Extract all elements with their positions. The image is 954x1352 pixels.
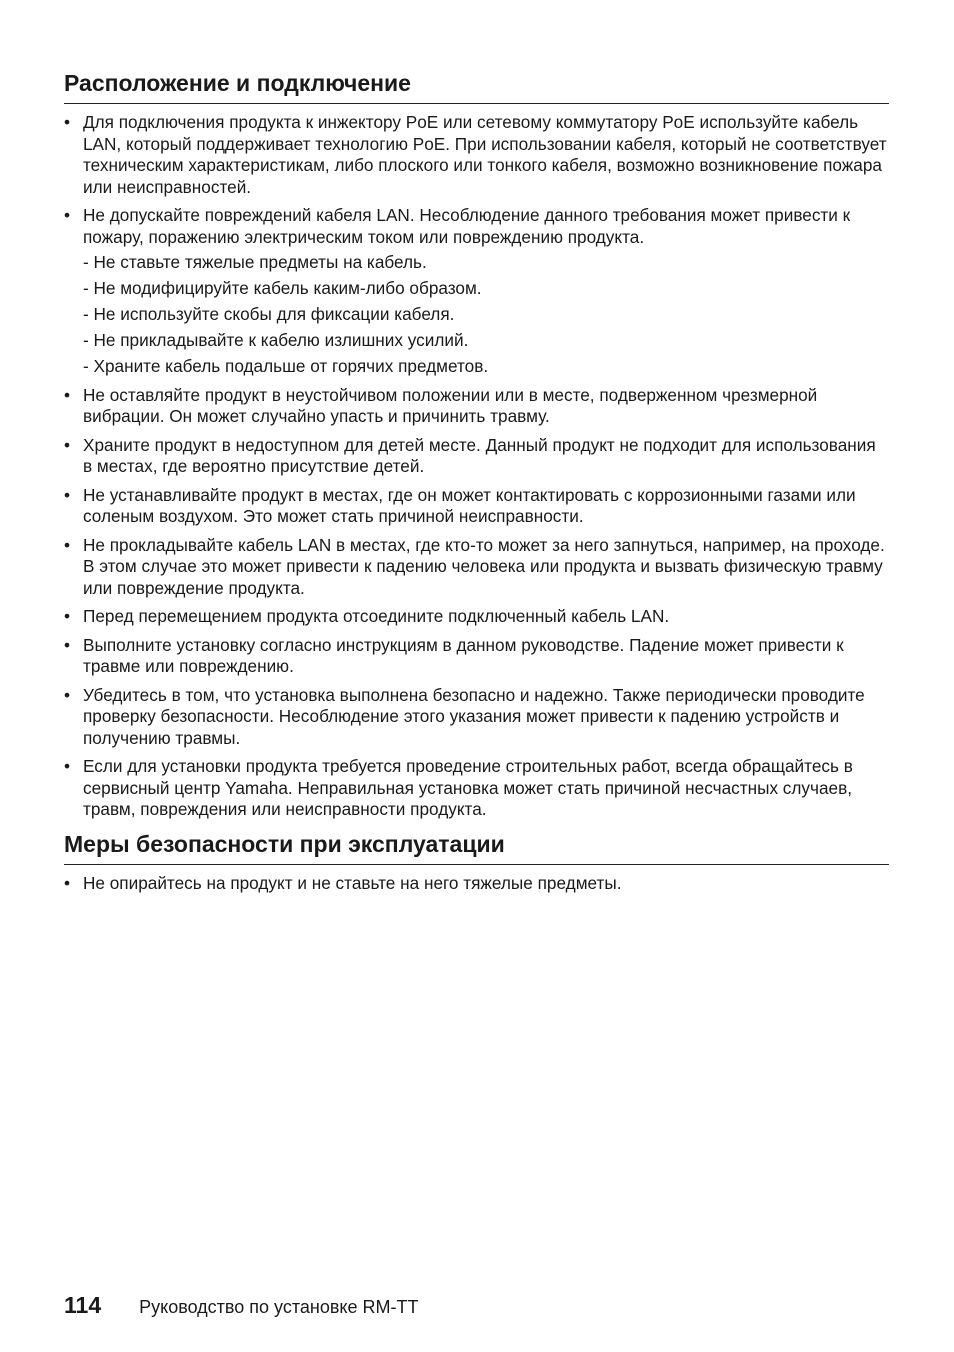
list-item bbox=[64, 485, 889, 528]
document-title: Руководство по установке RM-TT bbox=[139, 1297, 419, 1317]
bullet-icon: • bbox=[64, 434, 71, 455]
bullet-icon: • bbox=[64, 384, 71, 405]
page-content bbox=[64, 68, 889, 901]
section-title-operation-safety: Меры безопасности при эксплуатации bbox=[64, 829, 889, 865]
page-number: 114 bbox=[64, 1292, 102, 1318]
page-footer bbox=[64, 1292, 419, 1319]
list-item bbox=[64, 385, 889, 428]
list-item-text: Не устанавливайте продукт в местах, где он может контактировать с коррозионными газами или соленым воздухом. Это может стать причиной неисправности. bbox=[83, 484, 856, 526]
list-item bbox=[64, 112, 889, 198]
list-item bbox=[64, 685, 889, 750]
list-item-text: Если для установки продукта требуется проведение строительных работ, всегда обращайтесь в сервисный центр Yamaha. Неправильная установка может стать причиной несчастных случаев, травм, повреждения или неисправности продукта. bbox=[83, 756, 853, 819]
list-item-text: Убедитесь в том, что установка выполнена безопасно и надежно. Также периодически проводите проверку безопасности. Несоблюдение этого указания может привести к падению устройств и получению травмы. bbox=[83, 684, 865, 748]
list-item-text: Не допускайте повреждений кабеля LAN. Несоблюдение данного требования может привести к пожару, поражению электрическим током или повреждению продукта. bbox=[83, 205, 851, 247]
placement-list bbox=[64, 112, 889, 821]
list-item-text: Не опирайтесь на продукт и не ставьте на него тяжелые предметы. bbox=[83, 872, 622, 893]
bullet-icon: • bbox=[64, 756, 71, 776]
list-item bbox=[64, 535, 889, 600]
bullet-icon: • bbox=[64, 534, 71, 555]
operation-safety-list bbox=[64, 873, 889, 895]
bullet-icon: • bbox=[64, 634, 71, 655]
bullet-icon: • bbox=[64, 684, 71, 705]
list-item bbox=[64, 435, 889, 478]
sublist-item: - Не используйте скобы для фиксации кабеля. bbox=[83, 304, 455, 324]
list-item-text: Не оставляйте продукт в неустойчивом положении или в месте, подверженном чрезмерной вибрации. Он может случайно упасть и причинить травму. bbox=[83, 384, 818, 426]
list-item-text: Выполните установку согласно инструкциям в данном руководстве. Падение может привести к травме или повреждению. bbox=[83, 634, 844, 676]
bullet-icon: • bbox=[64, 112, 71, 132]
list-item-text: Для подключения продукта к инжектору PoE или сетевому коммутатору PoE используйте кабель LAN, который поддерживает технологию PoE. При использовании кабеля, который не соответствует техническим характеристикам, либо плоского или тонкого кабеля, возможно возникновение пожара или неисправностей. bbox=[83, 112, 887, 197]
bullet-icon: • bbox=[64, 606, 71, 626]
cable-sublist bbox=[83, 252, 889, 378]
bullet-icon: • bbox=[64, 872, 71, 893]
list-item bbox=[64, 756, 889, 821]
sublist-item: - Не прикладывайте к кабелю излишних усилий. bbox=[83, 330, 469, 350]
sublist-item: - Храните кабель подальше от горячих предметов. bbox=[83, 356, 489, 376]
list-item-text: Перед перемещением продукта отсоедините подключенный кабель LAN. bbox=[83, 606, 670, 626]
section-title-placement: Расположение и подключение bbox=[64, 68, 889, 104]
list-item-text: Не прокладывайте кабель LAN в местах, где кто-то может за него запнуться, например, на проходе. В этом случае это может привести к падению человека или продукта и вызвать физическую травму или повреждение продукта. bbox=[83, 534, 885, 598]
sublist-item: - Не ставьте тяжелые предметы на кабель. bbox=[83, 252, 427, 272]
list-item bbox=[64, 205, 889, 378]
list-item bbox=[64, 873, 889, 895]
sublist-item: - Не модифицируйте кабель каким-либо образом. bbox=[83, 278, 482, 298]
bullet-icon: • bbox=[64, 484, 71, 505]
list-item bbox=[64, 606, 889, 628]
list-item-text: Храните продукт в недоступном для детей месте. Данный продукт не подходит для использования в местах, где вероятно присутствие детей. bbox=[83, 434, 876, 476]
bullet-icon: • bbox=[64, 205, 71, 225]
list-item bbox=[64, 635, 889, 678]
